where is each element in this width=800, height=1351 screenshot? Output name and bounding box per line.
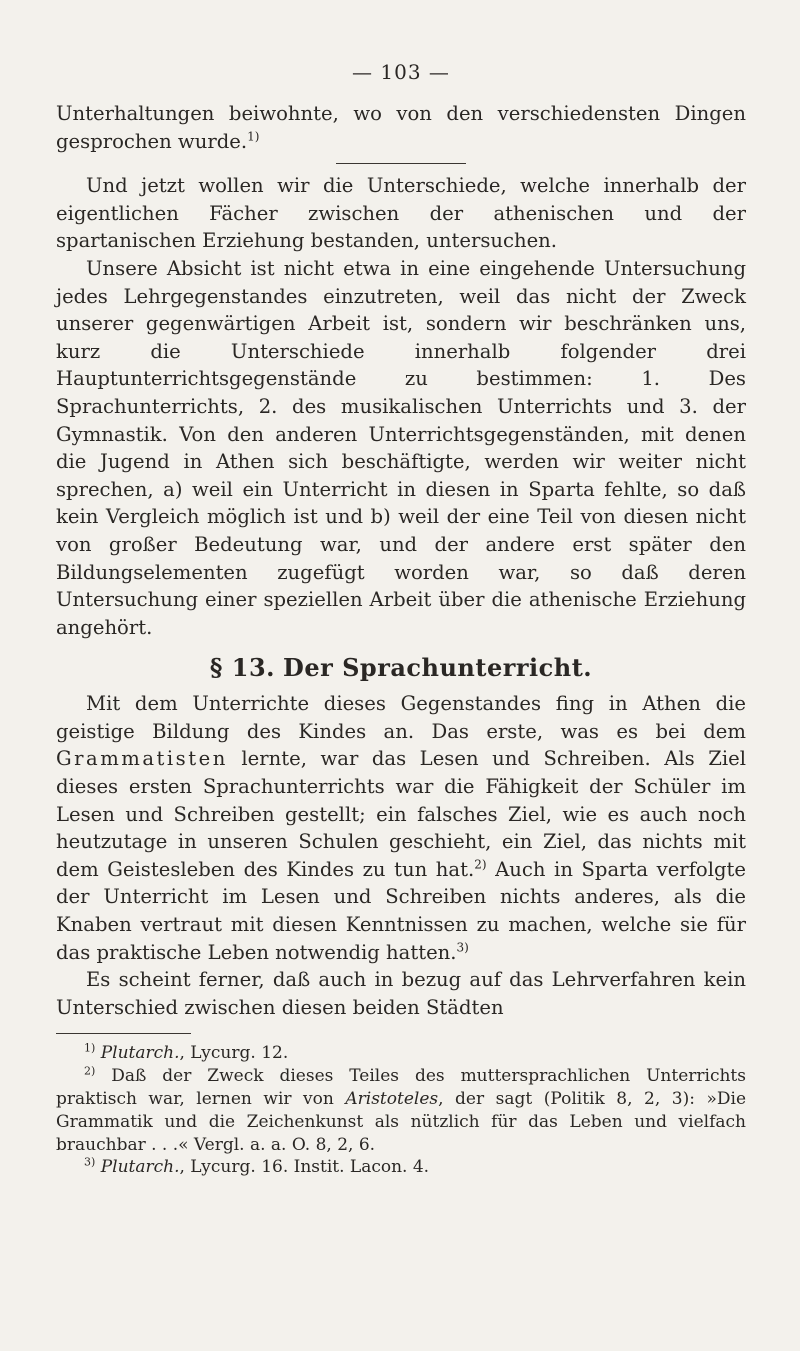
section-paragraph-1: [56, 690, 746, 966]
footnote-ref-2: 2): [474, 857, 487, 872]
footnote-2: [56, 1065, 746, 1156]
footnote-ref-3: 3): [456, 940, 469, 955]
book-page: [56, 60, 746, 1179]
intro-paragraph-1: Und jetzt wollen wir die Unterschiede, welche innerhalb der eigentlichen Fächer zwischen der athenischen und der spartanischen Erziehung bestanden, untersuchen.: [56, 174, 746, 253]
footnote-1-text: , Lycurg. 12.: [179, 1043, 289, 1064]
carryover-paragraph: [56, 100, 746, 155]
section-number: § 13.: [209, 653, 276, 683]
footnote-ref-1: 1): [247, 129, 260, 144]
footnote-2-mark: 2): [84, 1064, 96, 1078]
footnote-2-author: Aristoteles: [345, 1089, 439, 1109]
footnote-rule: [56, 1033, 191, 1034]
carryover-text: Unterhaltungen beiwohnte, wo von den verschiedensten Dingen gesprochen wurde.: [56, 102, 746, 153]
footnote-2-text-a: Daß der Zweck dieses Teiles des muttersprachlichen Unterrichts praktisch war, lernen wir von: [56, 1066, 746, 1109]
footnote-3-text: , Lycurg. 16. Instit. Lacon. 4.: [179, 1157, 430, 1178]
page-number: — 103 —: [352, 60, 450, 84]
footnote-3-author: Plutarch.: [100, 1157, 180, 1178]
footnote-3-mark: 3): [84, 1155, 96, 1169]
section-paragraph-1-a: Mit dem Unterrichte dieses Gegenstandes fing in Athen die geistige Bildung des Kindes an. Das erste, was es bei dem: [56, 692, 746, 743]
section-paragraph-1-b: lernte, war das Lesen und Schreiben. Als Ziel dieses ersten Sprachunterrichts war die Fähigkeit der Schüler im Lesen und Schreiben gestellt; ein falsches Ziel, wie es auch noch heutzutage in unseren Schulen geschieht, ein Ziel, das nichts mit dem Geistesleben des Kindes zu tun hat.: [56, 747, 746, 881]
footnote-1-author: Plutarch.: [100, 1043, 180, 1064]
footnote-2-text-b: , der sagt (Politik 8, 2, 3): »Die Grammatik und die Zeichenkunst als nützlich für das Leben und vielfach brauchbar . . .« Vergl. a. a. O. 8, 2, 6.: [56, 1089, 747, 1155]
section-paragraph-2: Es scheint ferner, daß auch in bezug auf das Lehrverfahren kein Unterschied zwischen diesen beiden Städten: [56, 968, 746, 1019]
section-paragraph-1-c: Auch in Sparta verfolgte der Unterricht im Lesen und Schreiben nichts anderes, als die Knaben vertraut mit diesen Kenntnissen zu machen, welche sie für das praktische Leben notwendig hatten.: [56, 857, 747, 964]
footnote-1: [56, 1042, 746, 1065]
grammatisten-term: Grammatisten: [56, 747, 228, 771]
footnote-3: [56, 1156, 746, 1179]
intro-paragraph-2: Unsere Absicht ist nicht etwa in eine eingehende Untersuchung jedes Lehrgegenstandes einzutreten, weil das nicht der Zweck unserer gegenwärtigen Arbeit ist, sondern wir beschränken uns, kurz die Unterschiede innerhalb folgender drei Hauptunterrichtsgegenstände zu bestimmen: 1. Des Sprachunterrichts, 2. des musikalischen Unterrichts und 3. der Gymnastik. Von den anderen Unterrichtsgegenständen, mit denen die Jugend in Athen sich beschäftigte, werden wir weiter nicht sprechen, a) weil ein Unterricht in diesen in Sparta fehlte, so daß kein Vergleich möglich ist und b) weil der eine Teil von diesen nicht von großer Bedeutung war, und der andere erst später den Bildungselementen zugefügt worden war, so daß deren Untersuchung einer speziellen Arbeit über die athenische Erziehung angehört.: [56, 256, 746, 639]
footnote-1-mark: 1): [84, 1041, 96, 1055]
section-heading: [56, 653, 746, 682]
separator-rule: [336, 163, 466, 164]
section-title: Der Sprachunterricht.: [283, 653, 593, 683]
